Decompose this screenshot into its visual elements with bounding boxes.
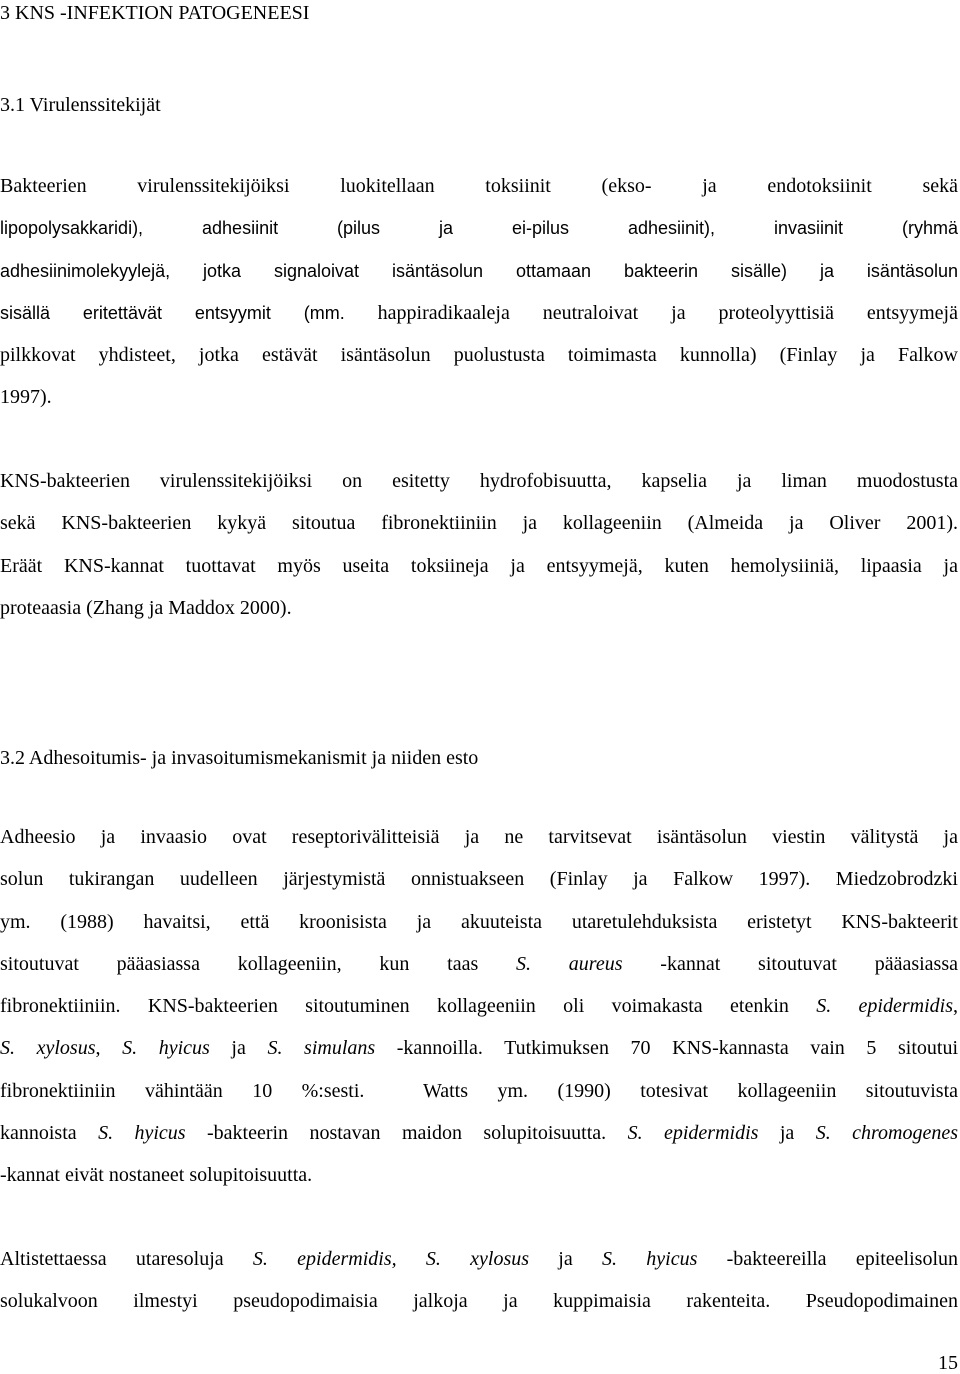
species-name: S. epidermidis bbox=[816, 995, 953, 1018]
paragraph-pseudopodia bbox=[0, 1238, 958, 1323]
text-segment: -bakteereilla epiteelisolun bbox=[697, 1248, 959, 1270]
text-line: Eräät KNS-kannat tuottavat myös useita toksiineja ja entsyymejä, kuten hemolysiiniä, lipaasia ja bbox=[0, 554, 958, 577]
text-segment: fibronektiiniin. KNS-bakteerien sitoutuminen kollageeniin oli voimakasta etenkin bbox=[0, 995, 817, 1018]
text-line bbox=[0, 1238, 958, 1280]
paragraph-virulence-factors bbox=[0, 165, 958, 419]
text-line: proteaasia (Zhang ja Maddox 2000). bbox=[0, 596, 292, 619]
text-line: pilkkovat yhdisteet, jotka estävät isäntäsolun puolustusta toimimasta kunnolla) (Finlay ja Falkow bbox=[0, 344, 958, 367]
text-segment: -kannoilla. Tutkimuksen 70 KNS-kannasta vain 5 sitoutui bbox=[375, 1037, 959, 1060]
text-segment: sisällä eritettävät entsyymit (mm. bbox=[0, 302, 345, 323]
section-heading-virulence-factors: 3.1 Virulenssitekijät bbox=[0, 94, 161, 116]
text-line bbox=[0, 1027, 958, 1069]
species-name: S. epidermidis bbox=[627, 1122, 759, 1145]
text-line: adhesiinimolekyylejä, jotka signaloivat isäntäsolun ottamaan bakteerin sisälle) ja isäntäsolun bbox=[0, 260, 958, 281]
text-line: ym. (1988) havaitsi, että kroonisista ja akuuteista utaretulehduksista eristetyt KNS-bakteerit bbox=[0, 910, 958, 933]
text-line: Adheesio ja invaasio ovat reseptorivälitteisiä ja ne tarvitsevat isäntäsolun viestin välitystä ja bbox=[0, 826, 958, 848]
species-name: S. hyicus bbox=[98, 1122, 186, 1145]
text-line: KNS-bakteerien virulenssitekijöiksi on esitetty hydrofobisuutta, kapselia ja liman muodostusta bbox=[0, 470, 958, 492]
text-segment: sitoutuvat pääasiassa kollageeniin, kun taas bbox=[0, 952, 517, 975]
chapter-heading: 3 KNS -INFEKTION PATOGENEESI bbox=[0, 2, 310, 24]
text-segment: -bakteerin nostavan maidon solupitoisuutta. bbox=[185, 1122, 628, 1145]
text-segment: kannoista bbox=[0, 1122, 99, 1145]
text-segment: -kannat sitoutuvat pääasiassa bbox=[622, 952, 958, 975]
text-line: sekä KNS-bakteerien kykyä sitoutua fibronektiiniin ja kollageeniin (Almeida ja Oliver 2001). bbox=[0, 512, 958, 535]
paragraph-kns-virulence bbox=[0, 460, 958, 629]
text-line: -kannat eivät nostaneet solupitoisuutta. bbox=[0, 1164, 313, 1187]
species-name: S. hyicus bbox=[602, 1248, 698, 1270]
species-name: S. xylosus bbox=[0, 1037, 96, 1060]
text-line bbox=[0, 292, 958, 334]
text-segment: happiradikaaleja neutraloivat ja proteolyyttisiä entsyymejä bbox=[344, 301, 958, 324]
text-segment: Altistettaessa utaresoluja bbox=[0, 1248, 253, 1270]
text-line: Bakteerien virulenssitekijöiksi luokitellaan toksiinit (ekso- ja endotoksiinit sekä bbox=[0, 175, 958, 197]
text-segment: , bbox=[953, 995, 958, 1018]
page-number: 15 bbox=[938, 1352, 958, 1374]
species-name: S. hyicus bbox=[122, 1037, 210, 1060]
section-heading-adhesion-invasion: 3.2 Adhesoitumis- ja invasoitumismekanismit ja niiden esto bbox=[0, 747, 479, 769]
text-segment: ja bbox=[209, 1037, 268, 1060]
text-segment: , bbox=[95, 1037, 123, 1060]
species-name: S. aureus bbox=[516, 952, 623, 975]
text-segment: ja bbox=[529, 1248, 602, 1270]
text-line bbox=[0, 1112, 958, 1154]
paragraph-adhesion-mechanisms bbox=[0, 816, 958, 1197]
species-name: S. simulans bbox=[267, 1037, 376, 1060]
text-line: solun tukirangan uudelleen järjestymistä onnistuakseen (Finlay ja Falkow 1997). Miedzobrodzki bbox=[0, 868, 958, 891]
text-line: fibronektiiniin vähintään 10 %:sesti. Watts ym. (1990) totesivat kollageeniin sitoutuvista bbox=[0, 1079, 958, 1102]
text-line: 1997). bbox=[0, 386, 52, 409]
text-line bbox=[0, 943, 958, 985]
text-line: lipopolysakkaridi), adhesiinit (pilus ja ei-pilus adhesiinit), invasiinit (ryhmä bbox=[0, 218, 958, 239]
text-segment: ja bbox=[758, 1122, 816, 1145]
species-name: S. chromogenes bbox=[815, 1122, 959, 1145]
text-line bbox=[0, 985, 958, 1027]
species-name: S. epidermidis, S. xylosus bbox=[252, 1248, 530, 1270]
text-line: solukalvoon ilmestyi pseudopodimaisia jalkoja ja kuppimaisia rakenteita. Pseudopodimainen bbox=[0, 1290, 958, 1313]
